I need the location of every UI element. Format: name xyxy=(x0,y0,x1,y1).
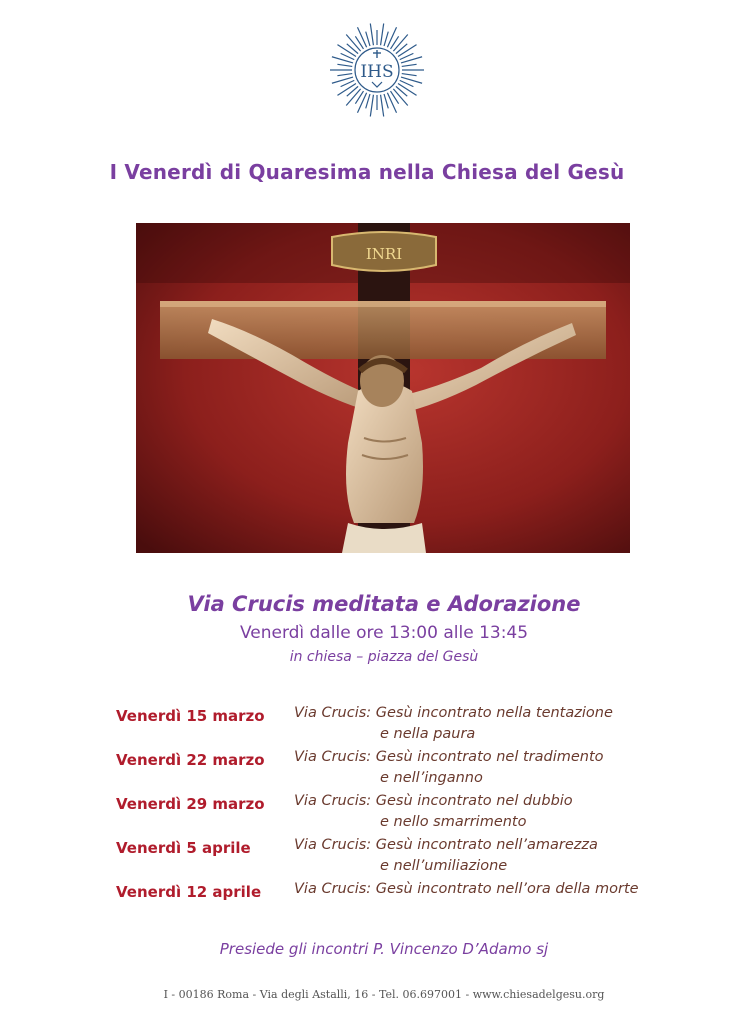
sunburst-ray xyxy=(337,64,352,66)
schedule-line-continued: e nell’inganno xyxy=(380,770,483,786)
sunburst-ray xyxy=(387,93,396,113)
sunburst-ray xyxy=(370,23,373,45)
schedule-date: Venerdì 5 aprile xyxy=(116,839,251,857)
sunburst-ray xyxy=(366,32,370,46)
sunburst-ray xyxy=(337,45,356,57)
schedule-description xyxy=(294,835,598,877)
sunburst-ray xyxy=(393,34,407,51)
schedule-line-continued: e nello smarrimento xyxy=(380,814,527,830)
schedule-date: Venerdì 29 marzo xyxy=(116,795,265,813)
schedule-description xyxy=(294,747,604,789)
sunburst-ray xyxy=(402,64,417,66)
footer-address: I - 00186 Roma - Via degli Astalli, 16 - Tel. 06.697001 - www.chiesadelgesu.org xyxy=(163,988,605,1001)
schedule-description xyxy=(294,791,573,833)
page-title: I Venerdì di Quaresima nella Chiesa del Gesù xyxy=(109,160,625,184)
sunburst-ray xyxy=(384,94,388,108)
sunburst-ray xyxy=(337,74,352,76)
sunburst-ray xyxy=(387,27,396,47)
sunburst-ray xyxy=(393,89,407,106)
sunburst-ray xyxy=(357,27,366,47)
presides-note: Presiede gli incontri P. Vincenzo D’Adamo sj xyxy=(219,940,549,958)
sunburst-ray xyxy=(357,93,366,113)
schedule-line: Via Crucis: Gesù incontrato nel tradimento xyxy=(294,749,604,765)
schedule-line: Via Crucis: Gesù incontrato nella tentazione xyxy=(294,705,613,721)
schedule-line-continued: e nella paura xyxy=(380,726,476,742)
schedule-line: Via Crucis: Gesù incontrato nell’ora della morte xyxy=(294,881,639,897)
sunburst-ray xyxy=(381,95,384,117)
sunburst-ray xyxy=(402,74,417,76)
sunburst-ray xyxy=(398,45,417,57)
ihs-sunburst-icon xyxy=(322,20,432,120)
inri-plaque: INRI xyxy=(365,245,403,263)
schedule-date: Venerdì 15 marzo xyxy=(116,707,265,725)
sunburst-ray xyxy=(370,95,373,117)
schedule-description xyxy=(294,703,613,745)
event-subtitle: Via Crucis meditata e Adorazione xyxy=(187,592,581,616)
schedule-date: Venerdì 12 aprile xyxy=(116,883,262,901)
schedule-line: Via Crucis: Gesù incontrato nell’amarezza xyxy=(294,837,598,853)
event-hours: Venerdì dalle ore 13:00 alle 13:45 xyxy=(239,623,529,643)
schedule-line: Via Crucis: Gesù incontrato nel dubbio xyxy=(294,793,573,809)
sunburst-ray xyxy=(381,23,384,45)
sunburst-ray xyxy=(384,32,388,46)
schedule-line-continued: e nell’umiliazione xyxy=(380,858,508,874)
sunburst-ray xyxy=(366,94,370,108)
sunburst-ray xyxy=(346,89,360,106)
sunburst-ray xyxy=(346,34,360,51)
logo-monogram: IHS xyxy=(360,62,394,82)
schedule-description xyxy=(294,879,639,900)
event-place: in chiesa – piazza del Gesù xyxy=(289,649,479,665)
crucifix-image xyxy=(136,223,630,553)
schedule-date: Venerdì 22 marzo xyxy=(116,751,265,769)
sunburst-ray xyxy=(337,84,356,96)
sunburst-ray xyxy=(398,84,417,96)
